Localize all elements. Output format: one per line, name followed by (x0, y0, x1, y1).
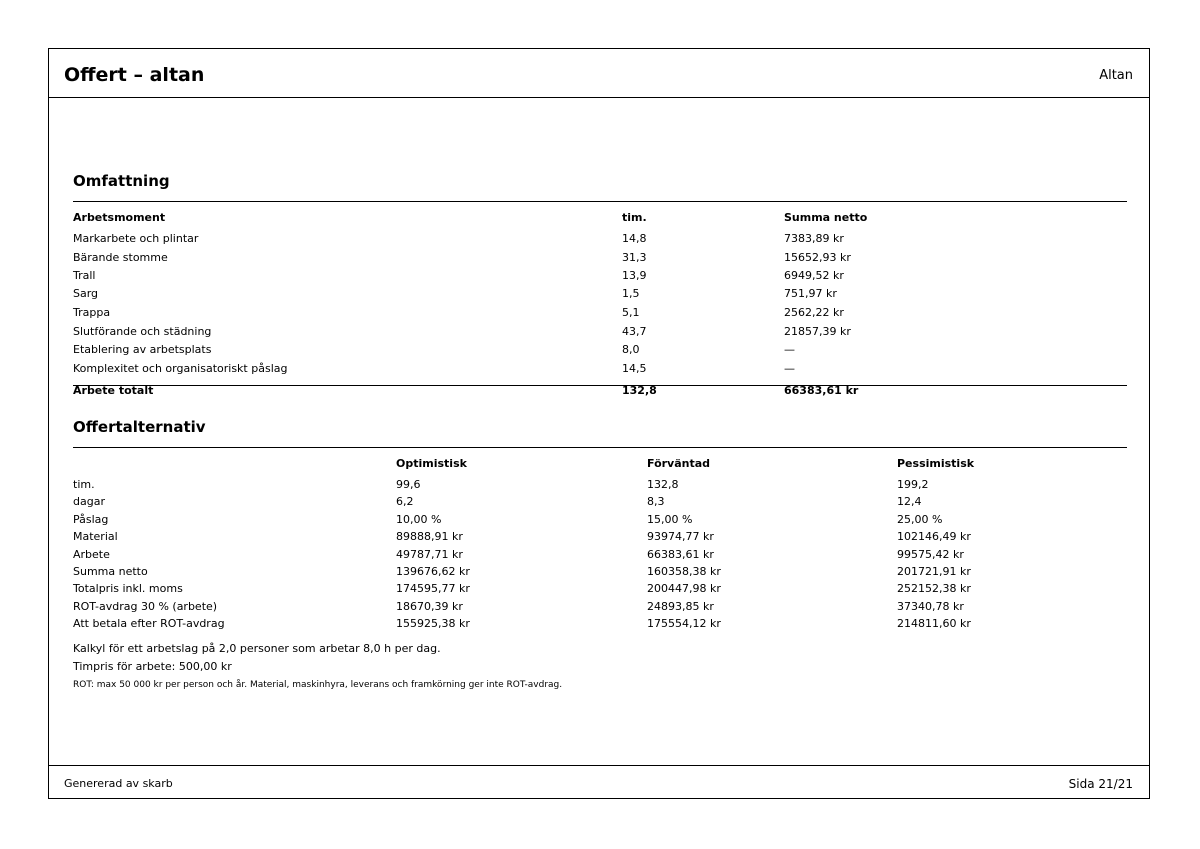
scope-section-title: Omfattning (73, 172, 170, 190)
alt-cell-expected: 132,8 (647, 478, 679, 491)
rot-note: ROT: max 50 000 kr per person och år. Material, maskinhyra, leverans och framkörning ger inte ROT-avdrag. (73, 680, 563, 690)
scope-col-net: Summa netto (784, 211, 868, 224)
team-note: Kalkyl för ett arbetslag på 2,0 personer som arbetar 8,0 h per dag. (73, 642, 441, 655)
scope-cell-hours: 13,9 (622, 269, 647, 282)
scope-cell-hours: 14,8 (622, 232, 647, 245)
alt-cell-expected: 15,00 % (647, 513, 693, 526)
page-header (49, 49, 1149, 98)
scope-cell-hours: 1,5 (622, 287, 640, 300)
scope-cell-hours: 31,3 (622, 251, 647, 264)
scope-cell-task: Bärande stomme (73, 251, 168, 264)
alt-cell-expected: 160358,38 kr (647, 565, 721, 578)
scope-cell-net: 2562,22 kr (784, 306, 844, 319)
alt-cell-expected: 8,3 (647, 495, 665, 508)
alt-cell-pessimistic: 12,4 (897, 495, 922, 508)
scope-cell-task: Markarbete och plintar (73, 232, 199, 245)
scope-top-rule (73, 201, 1127, 202)
alt-cell-pessimistic: 25,00 % (897, 513, 943, 526)
alt-cell-label: Totalpris inkl. moms (73, 582, 183, 595)
alt-cell-optimistic: 49787,71 kr (396, 548, 463, 561)
alternatives-section-title: Offertalternativ (73, 418, 206, 436)
page-footer (49, 765, 1149, 798)
alt-cell-optimistic: 174595,77 kr (396, 582, 470, 595)
scope-cell-net: 21857,39 kr (784, 325, 851, 338)
alt-cell-expected: 175554,12 kr (647, 617, 721, 630)
alt-col-expected: Förväntad (647, 457, 711, 470)
alt-cell-pessimistic: 99575,42 kr (897, 548, 964, 561)
alt-cell-label: Material (73, 530, 118, 543)
alt-cell-label: dagar (73, 495, 105, 508)
alt-col-optimistic: Optimistisk (396, 457, 467, 470)
scope-cell-net: 751,97 kr (784, 287, 837, 300)
scope-col-task: Arbetsmoment (73, 211, 166, 224)
page (48, 48, 1150, 799)
scope-cell-hours: 8,0 (622, 343, 640, 356)
alt-cell-pessimistic: 214811,60 kr (897, 617, 971, 630)
alt-cell-label: tim. (73, 478, 95, 491)
scope-cell-task: Slutförande och städning (73, 325, 212, 338)
scope-total-net: 66383,61 kr (784, 384, 859, 397)
scope-cell-hours: 14,5 (622, 362, 647, 375)
alt-cell-label: Summa netto (73, 565, 148, 578)
alt-cell-expected: 24893,85 kr (647, 600, 714, 613)
alt-cell-optimistic: 6,2 (396, 495, 414, 508)
alt-cell-expected: 93974,77 kr (647, 530, 714, 543)
alt-col-pessimistic: Pessimistisk (897, 457, 975, 470)
scope-total-label: Arbete totalt (73, 384, 154, 397)
scope-cell-net: — (784, 343, 795, 356)
alt-cell-label: ROT-avdrag 30 % (arbete) (73, 600, 218, 613)
alt-cell-pessimistic: 102146,49 kr (897, 530, 971, 543)
alt-cell-pessimistic: 199,2 (897, 478, 929, 491)
scope-cell-net: 15652,93 kr (784, 251, 851, 264)
alt-cell-optimistic: 139676,62 kr (396, 565, 470, 578)
alt-cell-label: Påslag (73, 513, 109, 526)
alt-cell-pessimistic: 37340,78 kr (897, 600, 964, 613)
scope-cell-net: 7383,89 kr (784, 232, 844, 245)
alt-cell-pessimistic: 201721,91 kr (897, 565, 971, 578)
alt-cell-optimistic: 10,00 % (396, 513, 442, 526)
scope-cell-net: 6949,52 kr (784, 269, 844, 282)
scope-cell-task: Trall (73, 269, 96, 282)
project-label: Altan (1099, 68, 1133, 83)
scope-col-hours: tim. (622, 211, 647, 224)
scope-cell-hours: 43,7 (622, 325, 647, 338)
generated-by: Genererad av skarb (64, 777, 173, 790)
alternatives-top-rule (73, 447, 1127, 448)
alt-cell-optimistic: 99,6 (396, 478, 421, 491)
alt-cell-expected: 200447,98 kr (647, 582, 721, 595)
alt-cell-pessimistic: 252152,38 kr (897, 582, 971, 595)
alt-cell-optimistic: 155925,38 kr (396, 617, 470, 630)
alt-cell-optimistic: 89888,91 kr (396, 530, 463, 543)
document-title: Offert – altan (64, 64, 205, 86)
page-number: Sida 21/21 (1068, 777, 1133, 791)
alt-cell-label: Att betala efter ROT-avdrag (73, 617, 225, 630)
scope-cell-task: Trappa (73, 306, 111, 319)
scope-cell-hours: 5,1 (622, 306, 640, 319)
alt-cell-optimistic: 18670,39 kr (396, 600, 463, 613)
scope-cell-task: Sarg (73, 287, 99, 300)
alt-cell-label: Arbete (73, 548, 110, 561)
alt-cell-expected: 66383,61 kr (647, 548, 714, 561)
scope-cell-net: — (784, 362, 795, 375)
rate-note: Timpris för arbete: 500,00 kr (73, 660, 232, 673)
scope-total-rule (73, 385, 1127, 386)
scope-cell-task: Etablering av arbetsplats (73, 343, 212, 356)
scope-cell-task: Komplexitet och organisatoriskt påslag (73, 362, 288, 375)
scope-total-hours: 132,8 (622, 384, 657, 397)
